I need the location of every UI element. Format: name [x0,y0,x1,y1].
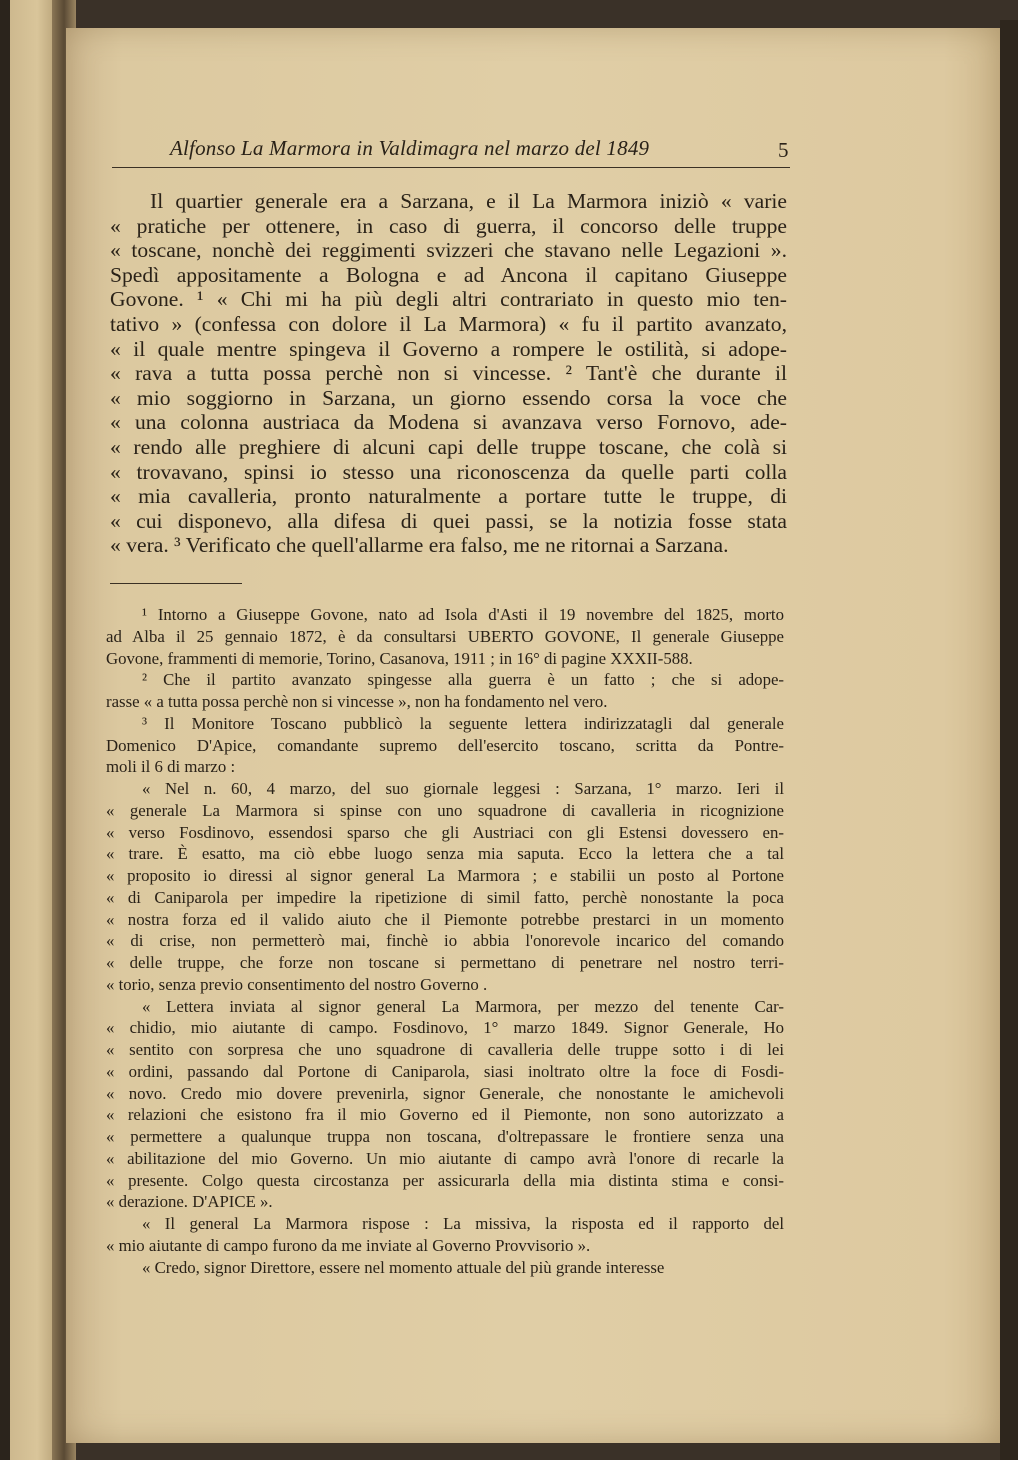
body-line: « pratiche per ottenere, in caso di guerra, il concorso delle truppe [110,213,787,238]
footnote-line: « sentito con sorpresa che uno squadrone di cavalleria delle truppe sotto i di lei [106,1040,784,1059]
footnote-line: « relazioni che esistono fra il mio Governo ed il Piemonte, non sono autorizzato a [106,1105,784,1125]
footnote-line: Domenico D'Apice, comandante supremo dell'esercito toscano, scritta da Pontre- [106,735,784,755]
body-line: Govone. ¹ « Chi mi ha più degli altri contrariato in questo mio ten- [110,287,787,312]
body-line: « rendo alle preghiere di alcuni capi delle truppe toscane, che colà si [110,434,787,459]
body-text [110,189,787,558]
footnote-line: « nostra forza ed il valido aiuto che il Piemonte potrebbe prestarci in un momento [106,909,784,929]
footnote-rule [110,583,242,584]
footnote-line: ¹ Intorno a Giuseppe Govone, nato ad Isola d'Asti il 19 novembre del 1825, morto [142,605,784,624]
book-cover-edge [0,0,10,1460]
running-head [110,136,790,166]
footnote-line: « delle truppe, che forze non toscane si permettano di penetrare nel nostro terri- [106,953,784,972]
footnote-line: « mio aiutante di campo furono da me inviate al Governo Provvisorio ». [106,1235,591,1255]
body-line: « cui disponevo, alla difesa di quei passi, se la notizia fosse stata [110,508,787,533]
footnote-line: « trare. È esatto, ma ciò ebbe luogo senza mia saputa. Ecco la lettera che a tal [106,844,784,864]
footnote-line: « Nel n. 60, 4 marzo, del suo giornale leggesi : Sarzana, 1° marzo. Ieri il [142,779,784,798]
footnote-line: « permettere a qualunque truppa non toscana, d'oltrepassare le frontiere senza una [106,1127,784,1146]
header-rule [112,167,790,168]
footnote-line: « di crise, non permetterò mai, finchè io abbia l'onorevole incarico del comando [106,931,784,951]
footnote-line: « abilitazione del mio Governo. Un mio aiutante di campo avrà l'onore di recarle la [106,1148,784,1168]
footnote-line: « derazione. D'APICE ». [106,1192,273,1212]
footnote-line: ³ Il Monitore Toscano pubblicò la seguente lettera indirizzatagli dal generale [142,713,784,733]
footnote-line: ad Alba il 25 gennaio 1872, è da consultarsi UBERTO GOVONE, Il generale Giuseppe [106,626,784,646]
body-line: « rava a tutta possa perchè non si vincesse. ² Tant'è che durante il [110,361,787,386]
footnote-line: ² Che il partito avanzato spingesse alla guerra è un fatto ; che si adope- [142,670,784,690]
body-line: « toscane, nonchè dei reggimenti svizzeri che stavano nelle Legazioni ». [110,238,787,263]
footnote-line: « Credo, signor Direttore, essere nel momento attuale del più grande interesse [142,1257,665,1277]
body-line: « trovavano, spinsi io stesso una riconoscenza da quelle parti colla [110,459,787,484]
body-line: « il quale mentre spingeva il Governo a rompere le ostilità, si adope- [110,336,787,361]
footnote-line: Govone, frammenti di memorie, Torino, Casanova, 1911 ; in 16° di pagine XXXII-588. [106,648,693,668]
footnote-line: rasse « a tutta possa perchè non si vincesse », non ha fondamento nel vero. [106,692,608,711]
running-title: Alfonso La Marmora in Valdimagra nel marzo del 1849 [170,136,650,160]
footnote-line: « proposito io diressi al signor general La Marmora ; e stabilii un posto al Portone [106,866,784,885]
page-number: 5 [778,138,789,162]
footnote-line: « torio, senza previo consentimento del nostro Governo . [106,974,488,994]
footnote-line: moli il 6 di marzo : [106,757,236,777]
body-line: Il quartier generale era a Sarzana, e il La Marmora iniziò « varie [150,189,787,213]
footnote-line: « generale La Marmora si spinse con uno squadrone di cavalleria in ricognizione [106,800,784,820]
footnote-line: « di Caniparola per impedire la ripetizione di simil fatto, perchè nonostante la poca [106,887,784,907]
body-line: Spedì appositamente a Bologna e ad Ancona il capitano Giuseppe [110,262,787,287]
body-line: « una colonna austriaca da Modena si avanzava verso Fornovo, ade- [110,410,787,435]
footnote-line: « chidio, mio aiutante di campo. Fosdinovo, 1° marzo 1849. Signor Generale, Ho [106,1018,784,1038]
body-line: tativo » (confessa con dolore il La Marmora) « fu il partito avanzato, [110,311,787,336]
body-line: « mia cavalleria, pronto naturalmente a portare tutte le truppe, di [110,484,787,509]
footnotes [106,604,784,1278]
body-line: « mio soggiorno in Sarzana, un giorno essendo corsa la voce che [110,385,787,410]
footnote-line: « novo. Credo mio dovere prevenirla, signor Generale, che nonostante le amichevoli [106,1083,784,1103]
body-line: « vera. ³ Verificato che quell'allarme era falso, me ne ritornai a Sarzana. [110,533,729,558]
footnote-line: « Il general La Marmora rispose : La missiva, la risposta ed il rapporto del [142,1214,784,1233]
footnote-line: « presente. Colgo questa circostanza per assicurarla della mia distinta stima e consi- [106,1170,784,1190]
footnote-line: « verso Fosdinovo, essendosi sparso che gli Austriaci con gli Estensi dovessero en- [106,822,784,842]
footnote-line: « Lettera inviata al signor general La Marmora, per mezzo del tenente Car- [142,996,784,1016]
footnote-line: « ordini, passando dal Portone di Caniparola, siasi inoltrato oltre la foce di Fosdi- [106,1061,784,1081]
background-edge [1000,20,1018,1460]
